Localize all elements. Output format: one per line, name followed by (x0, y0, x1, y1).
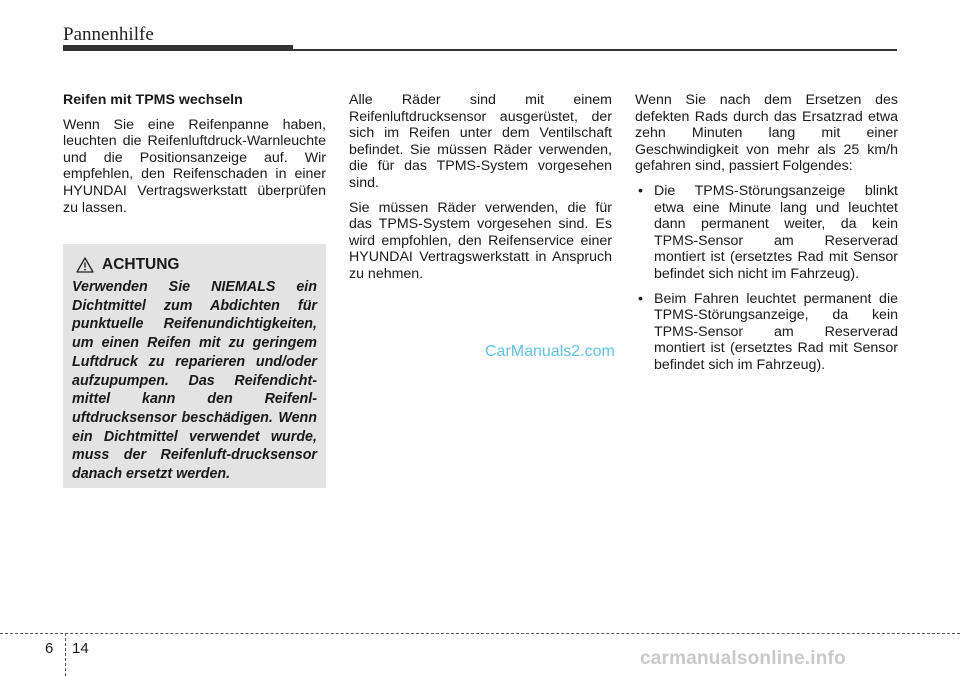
warning-title: ACHTUNG (102, 256, 180, 273)
middle-paragraph-2: Sie müssen Räder verwenden, die für das TPMS-System vorgesehen sind. Es wird empfohlen, den Reifenservice einer HYUNDAI Vertragswerkstatt in Anspruch zu nehmen. (349, 199, 612, 282)
section-heading: Reifen mit TPMS wechseln (63, 92, 243, 108)
page-header-title: Pannenhilfe (63, 24, 154, 45)
header-rule-thin (293, 49, 897, 51)
bullet-list (635, 183, 898, 374)
right-intro-paragraph: Wenn Sie nach dem Ersetzen des defekten Rads durch das Ersatzrad etwa zehn Minuten lang mit einer Geschwindigkeit von mehr als 25 km/h gefahren sind, passiert Folgendes: (635, 92, 898, 175)
footer-vertical-divider (65, 633, 66, 676)
list-item (635, 183, 898, 283)
column-middle (349, 92, 612, 291)
list-item (635, 291, 898, 374)
middle-paragraph-1: Alle Räder sind mit einem Reifenluftdrucksensor ausgerüstet, der sich im Reifen unter dem Ventilschaft befindet. Sie müssen Räder verwenden, die für das TPMS-System vorgesehen sind. (349, 92, 612, 191)
warning-box (63, 244, 326, 488)
footer-divider (0, 633, 960, 634)
chapter-number: 6 (45, 640, 54, 657)
site-watermark: carmanualsonline.info (640, 648, 846, 669)
column-left (63, 92, 326, 224)
column-right (635, 92, 898, 382)
bullet-dot: • (638, 290, 643, 307)
watermark-link[interactable]: CarManuals2.com (485, 343, 615, 360)
intro-paragraph: Wenn Sie eine Reifenpanne haben, leuchten die Reifenluftdruck-Warnleuchte und die Positionsanzeige auf. Wir empfehlen, den Reifenschaden in einer HYUNDAI Vertragswerkstatt überprüfen zu lassen. (63, 116, 326, 216)
bullet-text: Die TPMS-Störungsanzeige blinkt etwa eine Minute lang und leuchtet dann permanent weiter, da kein TPMS-Sensor am Reserverad montiert ist (ersetztes Rad mit Sensor befindet sich nicht im Fahrzeug). (654, 182, 898, 282)
bullet-dot: • (638, 182, 643, 199)
bullet-text: Beim Fahren leuchtet permanent die TPMS-Störungsanzeige, da kein TPMS-Sensor am Reserverad montiert ist (ersetztes Rad mit Sensor befindet sich im Fahrzeug). (654, 290, 898, 373)
page-number: 14 (72, 640, 89, 657)
warning-triangle-icon (76, 257, 94, 273)
warning-header (76, 256, 317, 274)
warning-text: Verwenden Sie NIEMALS ein Dichtmittel zum Abdichten für punktuelle Reifenundichtigkeiten, um einen Reifen mit zu geringem Luftdruck zu reparieren und/oder aufzupumpen. Das Reifendicht-mittel kann den Reifenl-uftdrucksensor beschädigen. Wenn ein Dichtmittel verwendet wurde, muss der Reifenluft-drucksensor danach ersetzt werden. (72, 279, 317, 483)
header-rule-thick (63, 45, 293, 51)
